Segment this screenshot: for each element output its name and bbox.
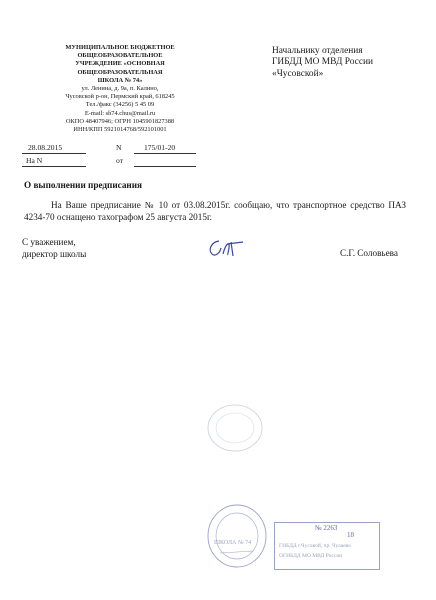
- reference-label: На N: [26, 156, 43, 165]
- registration-block: [22, 143, 202, 173]
- address-line: Чусовской р-он, Пермский край, 618245: [65, 93, 175, 101]
- letterhead-line: ОБЩЕОБРАЗОВАТЕЛЬНАЯ: [77, 68, 163, 76]
- signature: [205, 236, 249, 262]
- addressee: [272, 46, 422, 80]
- incoming-stamp: [274, 522, 380, 570]
- email-line: E-mail: sh74.chus@mail.ru: [84, 109, 156, 117]
- stamp-text-line: ОГИБДД МО МВД России: [279, 553, 343, 559]
- addressee-line: ГИБДД МО МВД России: [272, 57, 374, 68]
- seal-text: ШКОЛА № 74: [214, 540, 252, 546]
- stamp-date: 18: [347, 531, 354, 539]
- outgoing-number: 175/01-20: [144, 143, 176, 152]
- reference-date-underline: [134, 156, 196, 167]
- address-line: ул. Ленина, д. 9а, п. Калино,: [81, 85, 159, 93]
- closing-block: [22, 236, 86, 260]
- closing-line: С уважением,: [22, 237, 76, 247]
- letterhead-line: ШКОЛА № 74»: [97, 76, 143, 84]
- date-underline: [22, 143, 86, 154]
- letter-body: [24, 199, 406, 224]
- reference-underline: [22, 156, 86, 167]
- body-paragraph: На Ваше предписание № 10 от 03.08.2015г. сообщаю, что транспортное средство ПАЗ 4234-70 оснащено тахографом 25 августа 2015г.: [24, 200, 406, 223]
- letterhead: [40, 44, 200, 134]
- letter-subject: О выполнении предписания: [24, 180, 142, 190]
- number-underline: [134, 143, 196, 154]
- addressee-line: «Чусовской»: [272, 68, 324, 79]
- letterhead-line: ОБЩЕОБРАЗОВАТЕЛЬНОЕ: [77, 52, 163, 60]
- letterhead-line: МУНИЦИПАЛЬНОЕ БЮДЖЕТНОЕ: [65, 44, 175, 51]
- number-label: N: [116, 143, 122, 152]
- reference-date-label: от: [116, 156, 124, 165]
- outgoing-date: 28.08.2015: [28, 143, 63, 152]
- position-line: директор школы: [22, 249, 87, 260]
- signer-name: С.Г. Соловьева: [340, 248, 398, 258]
- school-seal: [206, 503, 268, 569]
- stamp-number: № 2263: [315, 524, 338, 532]
- stamp-text-line: ГИБДД г.Чусовой, пр. Чулаево: [279, 543, 351, 549]
- faint-seal: [205, 402, 265, 454]
- letterhead-line: УЧРЕЖДЕНИЕ «ОСНОВНАЯ: [75, 60, 165, 68]
- addressee-line: Начальнику отделения: [272, 46, 363, 56]
- phone-line: Тел./факс (34256) 5 45 09: [85, 101, 155, 109]
- okpo-line: ОКПО 48407946; ОГРН 1045901827388: [65, 117, 175, 125]
- inn-line: ИНН/КПП 5921014768/592101001: [73, 126, 167, 134]
